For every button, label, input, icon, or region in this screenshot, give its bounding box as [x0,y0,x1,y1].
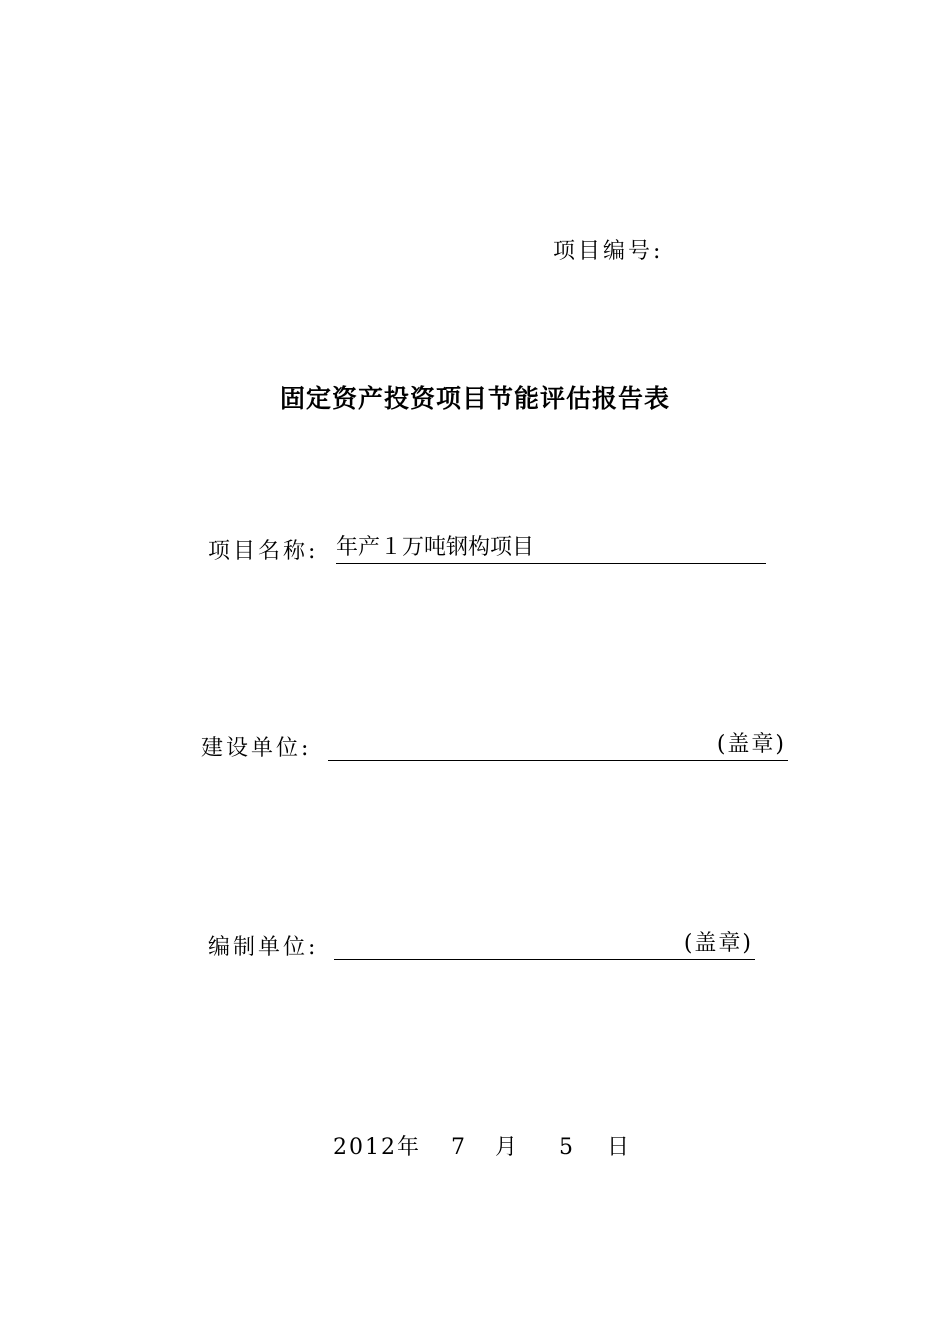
date-day: 5 [559,1135,576,1160]
project-name-value: 年产１万吨钢构项目 [336,535,535,560]
date-line [333,1130,631,1161]
page-title: 固定资产投资项目节能评估报告表 [279,384,670,413]
builder-seal-note: (盖章) [716,732,786,757]
builder-label: 建设单位: [201,736,312,761]
project-name-label: 项目名称: [208,539,319,564]
project-name-field[interactable] [336,534,766,564]
date-year: 2012 [333,1135,397,1160]
compiler-field[interactable] [334,930,755,960]
date-year-unit: 年 [397,1135,422,1160]
date-month-unit: 月 [495,1135,520,1160]
compiler-seal-note: (盖章) [683,931,753,956]
project-number-label: 项目编号: [553,239,664,264]
date-day-unit: 日 [607,1135,632,1160]
date-month: 7 [451,1135,468,1160]
compiler-label: 编制单位: [208,935,319,960]
builder-field[interactable] [328,731,788,761]
